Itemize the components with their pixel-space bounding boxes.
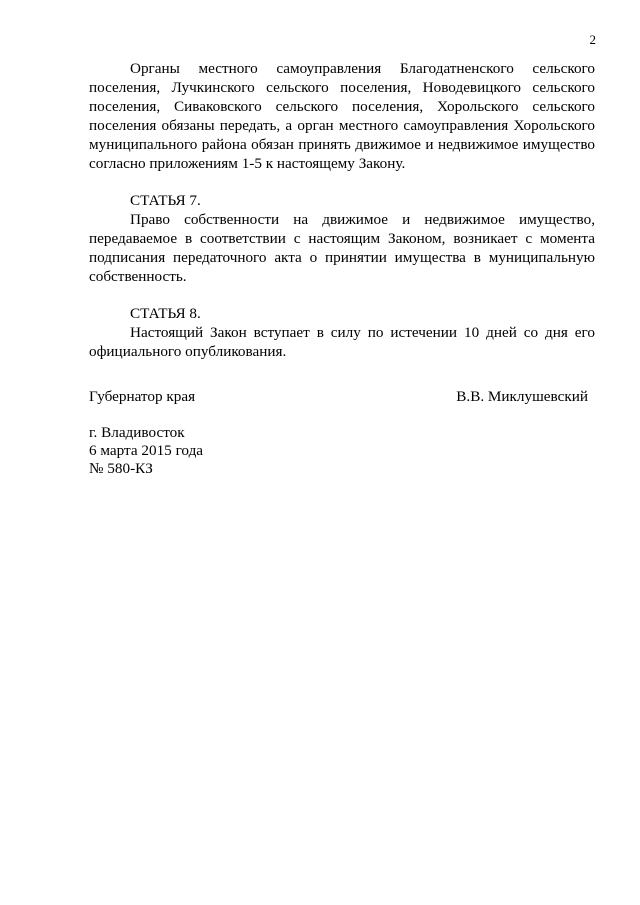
article-7: [89, 191, 595, 286]
page-number: 2: [589, 32, 596, 47]
article-7-title: СТАТЬЯ 7.: [130, 192, 201, 209]
article-8-text: Настоящий Закон вступает в силу по истечении 10 дней со дня его официального опубликования.: [89, 324, 595, 360]
signatory-position: Губернатор края: [89, 388, 196, 405]
issue-city: г. Владивосток: [89, 424, 185, 441]
signatory-name: В.В. Миклушевский: [456, 388, 588, 405]
section-gap: [89, 173, 595, 191]
article-8-title: СТАТЬЯ 8.: [130, 305, 201, 322]
article-8: [89, 304, 595, 361]
law-number: № 580-КЗ: [89, 460, 153, 477]
document-body: [89, 59, 595, 361]
article-7-text: Право собственности на движимое и недвижимое имущество, передаваемое в соответствии с настоящим Законом, возникает с момента подписания передаточного акта о принятии имущества в муниципальную собственность.: [89, 211, 595, 285]
intro-paragraph: Органы местного самоуправления Благодатненского сельского поселения, Лучкинского сельского поселения, Новодевицкого сельского поселения, Сиваковского сельского поселения, Хорольского сельского поселения обязаны передать, а орган местного самоуправления Хорольского муниципального района обязан принять движимое и недвижимое имущество согласно приложениям 1-5 к настоящему Закону.: [89, 60, 595, 172]
issue-date: 6 марта 2015 года: [89, 442, 204, 459]
document-meta: [89, 424, 203, 478]
section-gap: [89, 286, 595, 304]
